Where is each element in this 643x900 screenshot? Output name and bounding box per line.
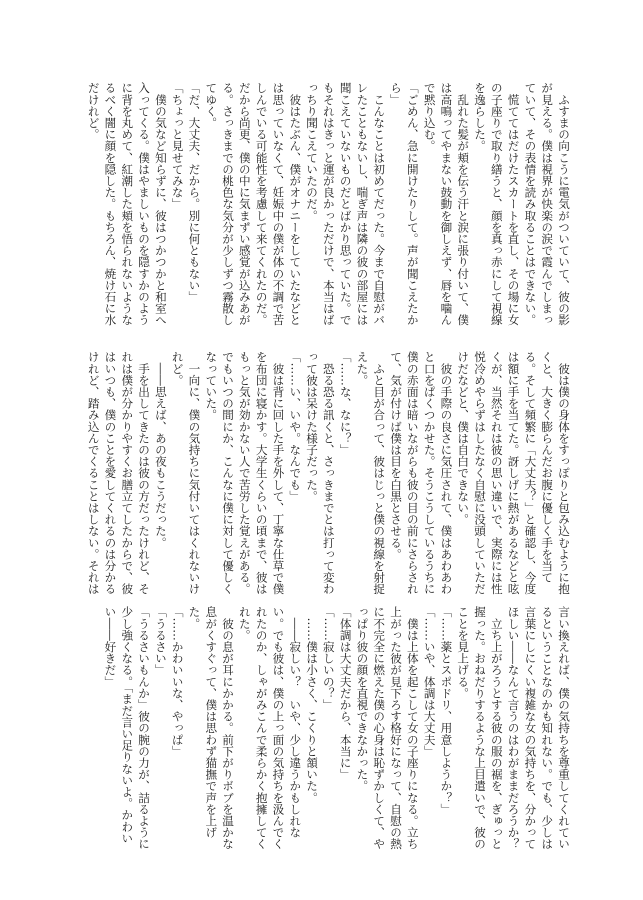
text-column: けれど、踏み込んでくることはしない。それは <box>86 351 101 595</box>
text-column: もそれはきっと運が良かっただけで、本当はば <box>321 82 336 326</box>
text-column: てゆく。 <box>204 82 219 129</box>
text-column: るということなのかも知れない。でも、少しは <box>540 606 555 850</box>
text-column: に背を丸めて、紅潮した頬を悟られないような <box>120 82 135 326</box>
text-column: 「……い、いや。なんでも」 <box>288 351 303 502</box>
text-tier-bottom <box>102 606 572 850</box>
text-column: レたこともないし、喘ぎ声は隣の彼の部屋には <box>355 82 370 326</box>
text-column: 「……薬とスポドリ、用意しようか？」 <box>439 606 454 815</box>
text-column: の子座りで取り繕うと、顔を真っ赤にして視線 <box>489 82 504 326</box>
text-column: 悦冷めやらずはしたなく自慰に没頭していただ <box>473 351 488 595</box>
text-column: 「……寂しいの？」 <box>321 606 336 711</box>
text-column: を布団に寝かす。大学生くらいの頃まで、彼は <box>254 351 269 595</box>
text-column: 僕の気など知らずに、彼はつかつかと和室へ <box>153 82 168 326</box>
text-column: 彼は背に回した手を外して、丁寧な仕草で僕 <box>271 351 286 595</box>
text-tier-top <box>85 82 572 326</box>
text-column: って彼は呆けた様子だった。 <box>305 351 320 502</box>
text-column: えた。 <box>355 351 370 386</box>
text-column: 恐る恐る訊くと、さっきまでとは打って変わ <box>321 351 336 595</box>
text-column: ……僕は小さく、こくりと頷いた。 <box>305 606 320 804</box>
text-column: 僕は上体を起こして女の子座りになる。立ち <box>405 606 420 850</box>
text-column: た。 <box>187 606 202 630</box>
text-column: ふと目が合って、彼はじっと僕の視線を射捉 <box>372 351 387 595</box>
text-column: で黙り込む。 <box>422 82 437 152</box>
text-column: 息がくすぐって、僕は思わず猫撫で声を上げ <box>204 606 219 838</box>
text-column: くと、大きく膨らんだお腹に優しく手を当て <box>540 351 555 583</box>
text-column: 僕の赤面は暗いながらも彼の目の前にさらされ <box>405 351 420 595</box>
text-column: 「体調は大丈夫だから、本当に」 <box>338 606 353 780</box>
text-column: に不完全に燃えた僕の心身は恥ずかしくて、や <box>372 606 387 850</box>
text-column: るべく闇に顔を隠した。もちろん、焼け石に水 <box>103 82 118 326</box>
text-column: 言葉にしにくい複雑な女の気持ちを、分かって <box>523 606 538 850</box>
text-column: だから尚更、僕の中に気まずい感覚が込みあが <box>237 82 252 326</box>
text-column: は思っていなくて、妊娠中の僕が体の不調で苦 <box>271 82 286 326</box>
text-column: 「……かわいいな、やっぱ」 <box>170 606 185 757</box>
text-column: 握った。おねだりするような上目遣いで、彼の <box>473 606 488 850</box>
text-column: しんでいる可能性を考慮して来てくれたのだ。 <box>254 82 269 326</box>
text-column: でもいつの間にか、こんなに僕に対して優しく <box>221 351 236 595</box>
text-column: 聞こえていないものだとばかり思っていた。で <box>338 82 353 326</box>
text-column: 慌ててはだけたスカートを直し、その場に女 <box>506 82 521 326</box>
text-column: だけれど。 <box>86 82 101 140</box>
text-column: 少し強くなる。「まだ言い足りないよ。かわい <box>120 606 135 844</box>
text-column: っぱり彼の顔を直視できなかった。 <box>355 606 370 792</box>
text-column: は高鳴ってやまない鼓動を御しえず、唇を噛ん <box>439 82 454 326</box>
text-column: 「うるさい」 <box>153 606 168 676</box>
text-column: なっていた。 <box>204 351 219 421</box>
text-column: ていて、その表情を読み取ることはできない。 <box>523 82 538 326</box>
text-column: ふすまの向こうに電気がついていて、彼の影 <box>557 82 571 326</box>
text-column: れど。 <box>170 351 185 386</box>
text-column: っちり聞こえていたのだ。 <box>305 82 320 222</box>
text-column: ――思えば、あの夜もこうだった。 <box>153 351 168 549</box>
text-column: こんなことは初めてだった。今まで自慰がバ <box>372 82 387 326</box>
text-column: 彼の手際の良さに気圧されて、僕はあわあわ <box>439 351 454 595</box>
text-column: ほしい――なんて言うのはわがままだろうか？ <box>506 606 521 850</box>
text-column: 入ってくる。僕はやましいものを隠すかのよう <box>137 82 152 326</box>
text-tier-middle <box>85 351 572 595</box>
text-column: 乱れた髪が頬を伝う汗と涙に張り付いて、僕 <box>456 82 471 326</box>
text-column: て、気が付けば僕は目を白黒とさせる。 <box>389 351 404 560</box>
text-column: くが、当然それは彼の思い違いで、実際には性 <box>489 351 504 595</box>
text-column: 彼は僕の身体をすっぽりと包み込むように抱 <box>557 351 571 595</box>
text-column: 言い換えれば、僕の気持ちを尊重してくれてい <box>557 606 571 850</box>
text-column: い――好きだ」 <box>103 606 118 688</box>
text-column: ら」 <box>389 82 404 106</box>
text-column: 立ち上がろうとする彼の服の裾を、ぎゅっと <box>489 606 504 850</box>
text-column: 「……な、なに？」 <box>338 351 353 456</box>
text-column: れは僕が分かりやすくお膳立てしたからで、彼 <box>120 351 135 595</box>
text-column: る。そして頻繁に「大丈夫？」と確認し、今度 <box>523 351 538 595</box>
text-column: 「……いや、体調は大丈夫」 <box>422 606 437 757</box>
text-column: と口をぱくつかせた。そうこうしているうちに <box>422 351 437 595</box>
text-column: ――寂しい？ いや、少し違うかもしれな <box>288 606 303 838</box>
text-column: を逸らした。 <box>473 82 488 152</box>
text-column: 「だ、大丈夫、だから。別に何ともない」 <box>187 82 202 303</box>
text-column: 「うるさいもんか」彼の腕の力が、詰るように <box>137 606 152 850</box>
text-column: 「ちょっと見せてみな」 <box>170 82 185 210</box>
text-column: が見える。僕は視界が快楽の涙で霞んでしまっ <box>540 82 555 326</box>
text-column: は額に手を当てた。訝しげに熱があるなどと呟 <box>506 351 521 595</box>
text-column: はいつも、僕のことを愛してくれるのは分かる <box>103 351 118 595</box>
text-column: もっと気が効かない人で苦労した覚えがある。 <box>237 351 252 595</box>
text-column: 彼はたぶん、僕がオナニーをしていたなどと <box>288 82 303 326</box>
text-column: ことを見上げる。 <box>456 606 471 699</box>
text-column: 彼の息が耳にかかる。前下がりボブを温かな <box>221 606 236 850</box>
text-column: れたのか、しゃがみこんで柔らかく抱擁してく <box>254 606 269 850</box>
text-column: れた。 <box>237 606 252 641</box>
text-column: けだなどと、僕は自白できない。 <box>456 351 471 525</box>
text-column: い。でも彼は、僕の上っ面の気持ちを汲んでく <box>271 606 286 850</box>
text-column: る。さっきまでの桃色な気分が少しずつ霧散し <box>221 82 236 326</box>
text-column: 「ごめん、急に開けたりして。声が聞こえたか <box>405 82 420 326</box>
text-column: 上がった彼が見下ろす格好になって、自慰の熱 <box>389 606 404 850</box>
text-column: 一向に、僕の気持ちに気付いてはくれないけ <box>187 351 202 595</box>
text-column: 手を出してきたのは彼の方だったけれど、そ <box>137 351 152 595</box>
